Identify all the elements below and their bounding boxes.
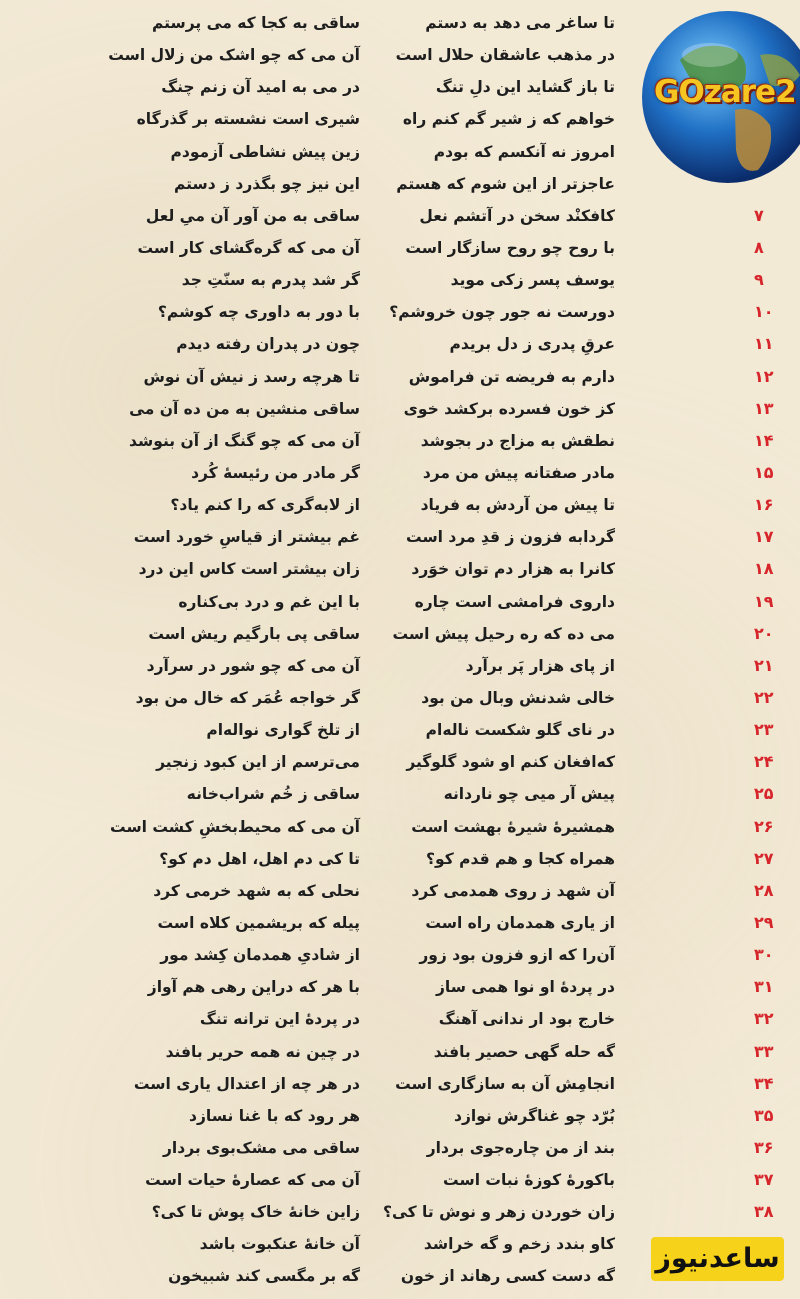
verse-number: ۱۳	[754, 398, 774, 418]
verse-second-hemistich: تا ساغر می دهد به دستم	[425, 14, 615, 32]
verse-first-hemistich: آن می که چو شور در سرآرد	[146, 656, 360, 675]
verse-first-hemistich: در هر چه از اعتدال یاری است	[133, 1074, 360, 1093]
verse-number: ۳۵	[754, 1105, 774, 1125]
verse-number	[754, 4, 788, 36]
verse-row	[0, 647, 800, 679]
verse-second-hemistich: عرقِ پدری ز دل بریدم	[449, 335, 615, 354]
verse-second-hemistich: کز خون فسرده برکشد خوی	[403, 399, 615, 418]
verse-first-hemistich: از لابه‌گری که را کنم یاد؟	[170, 496, 360, 515]
verse-second-hemistich: در نای گلو شکست ناله‌ام	[425, 721, 615, 740]
verse-number	[754, 100, 788, 132]
verse-first-hemistich: در می به امید آن زنم چنگ	[161, 78, 360, 97]
verse-first-hemistich: از تلخ گواری نواله‌ام	[206, 721, 360, 740]
verse-first-hemistich: آن می که گره‌گشای کار است	[137, 238, 360, 257]
verse-first-hemistich: غم بیشتر از قیاسِ خورد است	[133, 528, 360, 547]
verse-number: ۲۸	[754, 880, 774, 900]
verse-row	[0, 390, 800, 422]
verse-first-hemistich: گر شد پدرم به سنّتِ جد	[181, 271, 360, 290]
verse-second-hemistich: بُرّد چو غناگرش نوازد	[453, 1106, 615, 1125]
verse-first-hemistich: ساقی منشین به من ده آن می	[129, 399, 360, 418]
verse-second-hemistich: از پای هزار پَر برآرد	[465, 656, 615, 675]
verse-second-hemistich: آن شهد ز روی همدمی کرد	[411, 881, 615, 900]
verse-number: ۱۴	[754, 430, 774, 450]
verse-number: ۲۳	[754, 720, 774, 740]
verse-row	[0, 36, 800, 68]
verse-row	[0, 775, 800, 807]
verse-number: ۷	[754, 205, 764, 225]
verse-row	[0, 1193, 800, 1225]
verse-row	[0, 904, 800, 936]
verse-number: ۲۱	[754, 655, 774, 675]
verse-first-hemistich: با دور به داوری چه کوشم؟	[157, 303, 360, 322]
verse-second-hemistich: گه دست کسی رهاند از خون	[400, 1267, 615, 1286]
verse-second-hemistich: خالی شدنش وبال من بود	[421, 688, 615, 707]
verse-second-hemistich: می ده که ره رحیل پیش است	[392, 624, 615, 643]
verse-second-hemistich: در پردهٔ او نوا همی ساز	[435, 978, 615, 997]
verse-first-hemistich: آن می که چو اشک من زلال است	[108, 46, 360, 65]
verse-number: ۳۸	[754, 1202, 774, 1222]
verse-first-hemistich: می‌ترسم از این کبود زنجیر	[156, 753, 360, 772]
verse-first-hemistich: با این غم و درد بی‌کناره	[178, 592, 360, 611]
saednews-watermark: ساعدنیوز	[651, 1237, 784, 1281]
verse-first-hemistich: هر رود که با غنا نسازد	[189, 1106, 360, 1125]
verse-row	[0, 261, 800, 293]
verse-row	[0, 229, 800, 261]
verse-first-hemistich: چون در پدران رفته دیدم	[176, 335, 360, 354]
verse-number: ۱۵	[754, 462, 774, 482]
verse-second-hemistich: انجامِش آن به سازگاری است	[395, 1074, 615, 1093]
verse-row	[0, 1033, 800, 1065]
verse-row	[0, 936, 800, 968]
verse-first-hemistich: با هر که دراین رهی هم آواز	[147, 978, 360, 997]
verse-second-hemistich: مادر صفتانه پیش من مرد	[422, 463, 615, 482]
verse-row	[0, 711, 800, 743]
verse-number: ۲۶	[754, 816, 774, 836]
verse-first-hemistich: نحلی که به شهد خرمی کرد	[153, 881, 360, 900]
verse-first-hemistich: تا کی دم اهل، اهل دم کو؟	[159, 849, 360, 868]
logo-text: GOzare2	[654, 74, 796, 110]
verse-row	[0, 1161, 800, 1193]
verse-second-hemistich: گه حله گهی حصیر بافند	[433, 1042, 615, 1061]
verse-first-hemistich: ساقی می مشک‌بوی بردار	[163, 1138, 360, 1157]
verse-number: ۳۱	[754, 977, 774, 997]
verse-row	[0, 808, 800, 840]
verse-row	[0, 743, 800, 775]
verse-row	[0, 100, 800, 132]
verse-row	[0, 325, 800, 357]
verse-second-hemistich: همراه کجا و هم قدم کو؟	[426, 849, 615, 868]
verse-second-hemistich: باکورهٔ کوزهٔ نبات است	[443, 1171, 615, 1190]
verse-number: ۳۰	[754, 945, 774, 965]
verse-first-hemistich: آن می که عصارهٔ حیات است	[145, 1171, 360, 1190]
verse-number: ۲۷	[754, 848, 774, 868]
verse-second-hemistich: آن‌را که ازو فزون بود زور	[419, 946, 615, 965]
verse-first-hemistich: ساقی پی بارگیم ریش است	[148, 624, 360, 643]
verse-second-hemistich: گردابه فزون ز قدِ مرد است	[406, 528, 615, 547]
verse-first-hemistich: پیله که بریشمین کلاه است	[157, 913, 360, 932]
verse-number: ۳۳	[754, 1041, 774, 1061]
verse-number: ۹	[754, 270, 764, 290]
verse-number	[754, 133, 788, 165]
verse-number	[754, 36, 788, 68]
verse-row	[0, 583, 800, 615]
verse-row	[0, 68, 800, 100]
verse-row	[0, 165, 800, 197]
verse-row	[0, 358, 800, 390]
verse-second-hemistich: پیش آر میی چو ناردانه	[443, 785, 615, 804]
verse-number: ۳۷	[754, 1170, 774, 1190]
verse-first-hemistich: زین پیش نشاطی آزمودم	[170, 142, 360, 161]
verse-second-hemistich: دورست نه جور چون خروشم؟	[389, 303, 615, 322]
verse-second-hemistich: داروی فرامشی است چاره	[414, 592, 615, 611]
verse-number: ۳۴	[754, 1073, 774, 1093]
verse-number: ۱۰	[754, 302, 774, 322]
verse-number: ۱۷	[754, 527, 774, 547]
verse-second-hemistich: تا باز گشاید این دلِ تنگ	[435, 78, 615, 97]
verse-number: ۱۲	[754, 366, 774, 386]
verse-first-hemistich: آن خانهٔ عنکبوت باشد	[199, 1235, 360, 1254]
verse-first-hemistich: ساقی به کجا که می پرستم	[152, 14, 360, 32]
verse-number: ۲۴	[754, 752, 774, 772]
verse-row	[0, 550, 800, 582]
verse-number: ۲۲	[754, 687, 774, 707]
verse-row	[0, 4, 800, 36]
verse-first-hemistich: در پردهٔ این ترانه تنگ	[199, 1010, 360, 1029]
verse-row	[0, 615, 800, 647]
verse-second-hemistich: خواهم که ز شیر گم کنم راه	[402, 110, 615, 129]
verse-number: ۲۵	[754, 784, 774, 804]
verse-number: ۸	[754, 237, 764, 257]
verse-second-hemistich: یوسف پسر زکی موید	[450, 271, 615, 290]
verse-first-hemistich: زان بیشتر است کاس این درد	[138, 560, 360, 579]
verse-first-hemistich: آن می که چو گنگ از آن بنوشد	[129, 431, 360, 450]
verse-second-hemistich: تا پیش من آردش به فریاد	[420, 496, 615, 515]
verse-row	[0, 422, 800, 454]
verse-row	[0, 1097, 800, 1129]
verse-second-hemistich: بند از من چاره‌جوی بردار	[426, 1138, 615, 1157]
verse-number: ۲۰	[754, 623, 774, 643]
verse-number: ۲۹	[754, 912, 774, 932]
verse-number	[754, 165, 788, 197]
verse-row	[0, 133, 800, 165]
verse-row	[0, 872, 800, 904]
verse-first-hemistich: ساقی ز خُم شراب‌خانه	[186, 785, 360, 804]
verse-second-hemistich: امروز نه آنکسم که بودم	[433, 142, 615, 161]
verse-second-hemistich: در مذهب عاشقان حلال است	[395, 46, 615, 65]
verse-number	[754, 68, 788, 100]
verse-first-hemistich: در چین نه همه حریر بافند	[165, 1042, 360, 1061]
verse-second-hemistich: همشیرهٔ شیرهٔ بهشت است	[411, 817, 615, 836]
verse-row	[0, 1065, 800, 1097]
verse-second-hemistich: خارج بود ار ندانی آهنگ	[438, 1010, 615, 1029]
verse-row	[0, 840, 800, 872]
verse-row	[0, 1129, 800, 1161]
verse-row	[0, 518, 800, 550]
verse-row	[0, 1000, 800, 1032]
verse-first-hemistich: گه بر مگسی کند شبیخون	[168, 1267, 360, 1286]
verse-number: ۱۸	[754, 559, 774, 579]
verse-first-hemistich: آن می که محیط‌بخشِ کشت است	[110, 817, 360, 836]
verse-row	[0, 454, 800, 486]
verse-second-hemistich: با روح چو روح سازگار است	[405, 238, 615, 257]
verse-second-hemistich: کافکنْد سخن در آتشم نعل	[419, 206, 615, 225]
verse-second-hemistich: عاجزتر از این شوم که هستم	[396, 174, 615, 193]
verse-first-hemistich: گر خواجه عُمَر که خال من بود	[135, 688, 360, 707]
verse-row	[0, 486, 800, 518]
verse-second-hemistich: کاو بندد زخم و گه خراشد	[423, 1235, 615, 1254]
verse-row	[0, 679, 800, 711]
verse-number: ۳۲	[754, 1009, 774, 1029]
verse-first-hemistich: ساقی به من آور آن میِ لعل	[145, 206, 360, 225]
poem-list	[0, 4, 800, 1290]
verse-first-hemistich: گر مادر من رئیسهٔ کُرد	[191, 463, 360, 482]
verse-second-hemistich: از یاری همدمان راه است	[425, 913, 615, 932]
verse-first-hemistich: این نیز چو بگذرد ز دستم	[173, 174, 360, 193]
verse-first-hemistich: از شادیِ همدمان کِشد مور	[160, 946, 360, 965]
verse-number: ۱۱	[754, 334, 774, 354]
verse-number: ۳۶	[754, 1137, 774, 1157]
verse-first-hemistich: تا هرچه رسد ز نیش آن نوش	[143, 367, 360, 386]
verse-row	[0, 293, 800, 325]
verse-first-hemistich: شیری است نشسته بر گذرگاه	[136, 110, 360, 129]
verse-row	[0, 968, 800, 1000]
verse-number: ۱۶	[754, 495, 774, 515]
verse-second-hemistich: کانرا به هزار دم توان خوَرد	[411, 560, 615, 579]
verse-second-hemistich: نطقش به مزاج در بجوشد	[420, 431, 615, 450]
verse-first-hemistich: زاین خانهٔ خاک پوش تا کی؟	[151, 1203, 360, 1222]
verse-number: ۱۹	[754, 591, 774, 611]
verse-second-hemistich: دارم به فریضه تن فراموش	[408, 367, 615, 386]
verse-second-hemistich: که‌افغان کنم او شود گلوگیر	[406, 753, 615, 772]
verse-second-hemistich: زان خوردن زهر و نوش تا کی؟	[382, 1203, 615, 1222]
verse-row	[0, 197, 800, 229]
